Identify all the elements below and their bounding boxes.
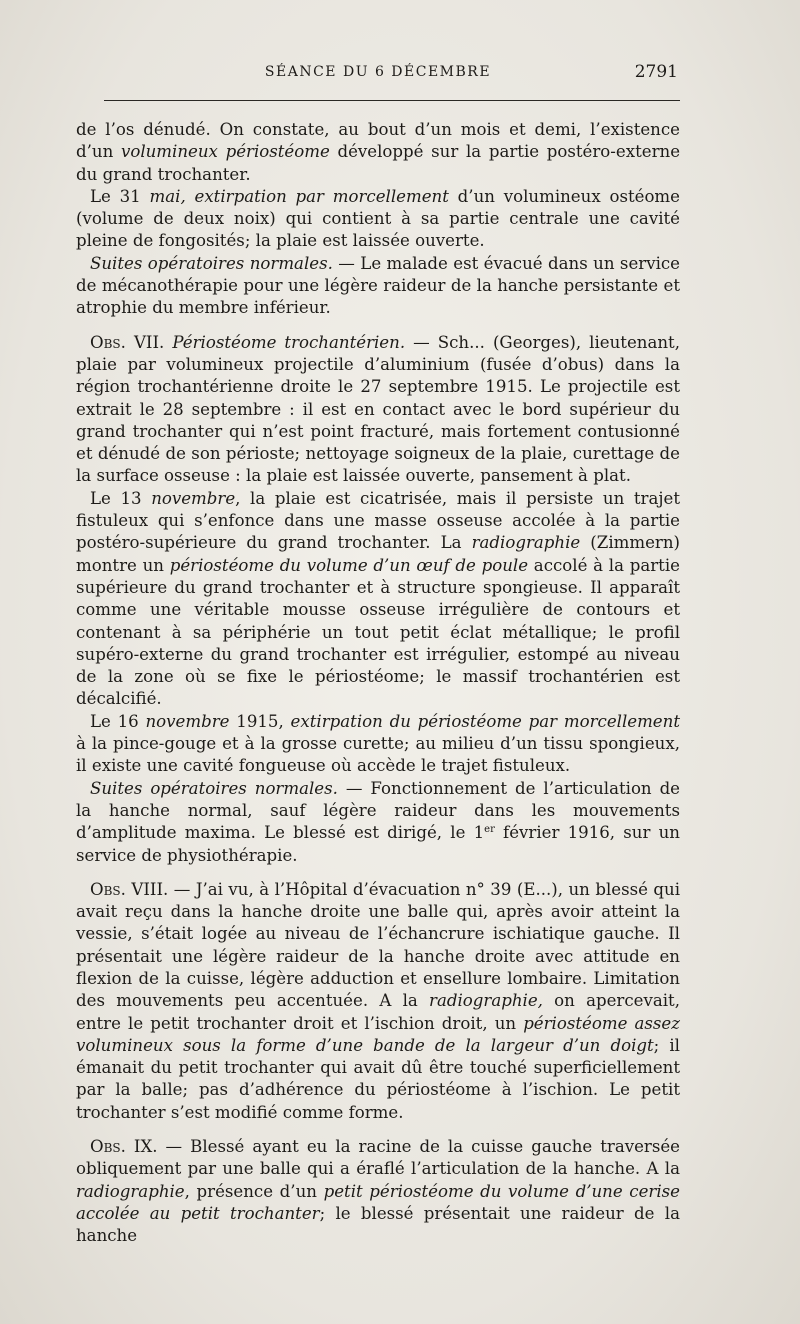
text-run: Le 16	[90, 711, 146, 731]
italic-run: périostéome du volume d’un œuf de poule	[169, 555, 529, 575]
italic-run: mai, extirpation par morcellement	[149, 186, 449, 206]
text-run: on apercevait, entre le petit trochanter droit et l’ischion droit, un	[76, 991, 680, 1033]
text-run: — Fonctionnement de l’articulation de la hanche normal, sauf légère raideur dans les mouvements d’amplitude maxima. Le blessé est dirigé, le 1	[76, 778, 681, 843]
paragraph-6	[76, 711, 680, 778]
text-run: — Sch... (Georges), lieutenant, plaie par volumineux projectile d’aluminium (fusée d’obus) dans la région trochantérienne droite le 27 septembre 1915. Le projectile est extrait le 28 septembre : il est en contact avec le bord supérieur du grand trochanter qui n’est point fracturé, mais fortement contusionné et dénudé de son périoste; nettoyage soigneux de la plaie, curettage de la surface osseuse : la plaie est laissée ouverte, pansement à plat.	[76, 332, 680, 486]
text-run: à la pince-gouge et à la grosse curette; au milieu d’un tissu spongieux, il existe une cavité fongueuse où accède le trajet fistuleux.	[76, 734, 680, 776]
text-run: accolé à la partie supérieure du grand trochanter et à structure spongieuse. Il apparaît comme une véritable mousse osseuse irrégulière de contours et contenant à sa périphérie un tout petit éclat métallique; le profil supéro-externe du grand trochanter est irrégulier, estompé au niveau de la zone où se fixe le périostéome; le massif trochantérien est décalcifié.	[76, 555, 680, 709]
paragraph-5	[76, 488, 680, 711]
observation-label: Obs. VIII.	[90, 879, 169, 899]
italic-run: Périostéome trochantérien.	[172, 332, 406, 352]
text-run: de l’os dénudé. On constate, au bout d’un mois et demi, l’existence d’un	[76, 120, 680, 162]
text-run: ; le blessé présentait une raideur de la hanche	[76, 1203, 680, 1246]
italic-run: périostéome assez volumineux sous la forme d’une bande de la largeur d’un doigt	[76, 1013, 680, 1055]
paragraph-3	[76, 253, 680, 320]
superscript: er	[484, 824, 495, 836]
text-run: 1915,	[229, 711, 291, 731]
italic-run: petit périostéome du volume d’une cerise accolée au petit trochanter	[76, 1181, 681, 1223]
italic-run: novembre	[145, 711, 230, 731]
text-run: — Blessé ayant eu la racine de la cuisse gauche traversée obliquement par une balle qui a éraflé l’articulation de la hanche. A la	[76, 1137, 680, 1179]
italic-run: extirpation du périostéome par morcellement	[290, 711, 680, 731]
observation-9	[76, 1136, 680, 1247]
observation-label: Obs. VII.	[90, 332, 165, 352]
paragraph-7	[76, 778, 680, 867]
text-run: — Le malade est évacué dans un service de mécanothérapie pour une légère raideur de la hanche persistante et atrophie du membre inférieur.	[76, 253, 680, 318]
text-run: (Zimmern) montre un	[76, 533, 681, 575]
text-run: d’un volumineux ostéome (volume de deux noix) qui contient à sa partie centrale une cavité pleine de fongosités; la plaie est laissée ouverte.	[76, 186, 680, 251]
observation-7	[76, 332, 680, 488]
header-rule	[104, 100, 680, 101]
italic-run: novembre	[151, 488, 236, 508]
italic-run: radiographie,	[429, 991, 543, 1011]
page-header	[76, 60, 680, 90]
page-number: 2791	[634, 62, 678, 82]
text-run: février 1916, sur un service de physiothérapie.	[76, 823, 680, 865]
text-run: Le 13	[90, 488, 152, 508]
italic-run: radiographie	[76, 1181, 185, 1201]
observation-label: Obs. IX.	[90, 1137, 158, 1157]
text-run: Le 31	[90, 186, 150, 206]
text-run: , la plaie est cicatrisée, mais il persiste un trajet fistuleux qui s’enfonce dans une masse osseuse accolée à la partie postéro-supérieure du grand trochanter. La	[76, 488, 680, 553]
text-run: , présence d’un	[184, 1181, 324, 1201]
paragraph-1	[76, 119, 680, 186]
italic-run: Suites opératoires normales.	[90, 778, 338, 798]
text-run: développé sur la partie postéro-externe du grand trochanter.	[76, 142, 681, 184]
text-run: — J’ai vu, à l’Hôpital d’évacuation n° 39 (E...), un blessé qui avait reçu dans la hanche droite une balle qui, après avoir atteint la vessie, s’était logée au niveau de l’échancrure ischiatique gauche. Il présentait une légère raideur de la hanche droite avec attitude en flexion de la cuisse, légère adduction et ensellure lombaire. Limitation des mouvements peu accentuée. A la	[76, 879, 680, 1011]
italic-run: radiographie	[471, 533, 581, 553]
text-run: ; il émanait du petit trochanter qui avait dû être touché superficiellement par la balle; pas d’adhérence du périostéome à l’ischion. Le petit trochanter s’est modifié comme forme.	[76, 1035, 680, 1122]
body-text	[76, 119, 680, 1248]
running-head: SÉANCE DU 6 DÉCEMBRE	[264, 64, 492, 80]
paragraph-2	[76, 186, 680, 253]
observation-8	[76, 879, 680, 1124]
italic-run: Suites opératoires normales.	[90, 253, 333, 273]
italic-run: volumineux périostéome	[120, 142, 330, 162]
